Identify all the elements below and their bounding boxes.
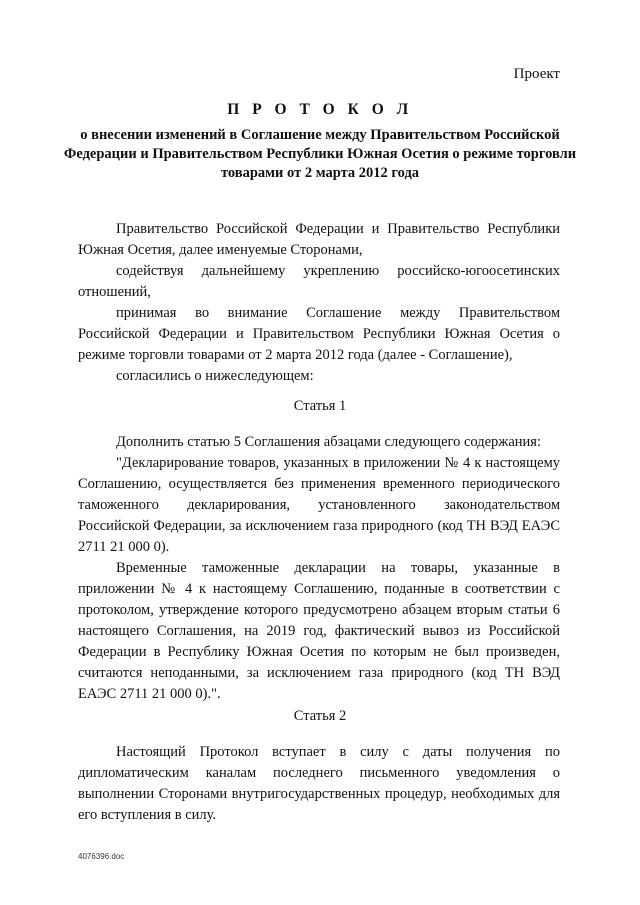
article-2-paragraph: Настоящий Протокол вступает в силу с даты получения по дипломатическим каналам последнего письменного уведомления о выполнении Сторонами внутригосударственных процедур, необходимых для его вступления в силу. — [78, 744, 560, 823]
article-1-paragraph: Дополнить статью 5 Соглашения абзацами следующего содержания: — [116, 434, 541, 450]
article-1-body — [78, 432, 560, 705]
preamble-paragraph: Правительство Российской Федерации и Правительство Республики Южная Осетия, далее именуемые Сторонами, — [78, 221, 560, 258]
preamble-paragraph: содействуя дальнейшему укреплению российско-югоосетинских отношений, — [78, 263, 560, 300]
article-2-heading: Статья 2 — [293, 708, 347, 724]
article-1-heading: Статья 1 — [293, 398, 347, 414]
document-title: П Р О Т О К О Л — [227, 101, 413, 118]
article-1-paragraph: "Декларирование товаров, указанных в приложении № 4 к настоящему Соглашению, осуществляется без применения временного периодического таможенного декларирования, установленного законодательством Российской Федерации, за исключением газа природного (код ТН ВЭД ЕАЭС 2711 21 000 0). — [78, 455, 560, 555]
file-name-footer: 4076396.doc — [78, 852, 125, 861]
preamble-paragraph: согласились о нижеследующем: — [116, 368, 314, 384]
preamble-paragraph: принимая во внимание Соглашение между Правительством Российской Федерации и Правительством Республики Южная Осетия о режиме торговли товарами от 2 марта 2012 года (далее - Соглашение), — [78, 305, 560, 363]
article-2-body — [78, 742, 560, 826]
draft-mark: Проект — [513, 66, 560, 82]
document-subtitle: о внесении изменений в Соглашение между Правительством Российской Федерации и Правительством Республики Южная Осетия о режиме торговли товарами от 2 марта 2012 года — [63, 127, 577, 181]
preamble — [78, 219, 560, 387]
article-1-paragraph: Временные таможенные декларации на товары, указанные в приложении № 4 к настоящему Соглашению, поданные в соответствии с протоколом, утверждение которого предусмотрено абзацем вторым статьи 6 настоящего Соглашения, на 2019 год, фактический вывоз из Российской Федерации в Республику Южная Осетия по которым не был произведен, считаются неподанными, за исключением газа природного (код ТН ВЭД ЕАЭС 2711 21 000 0).". — [78, 560, 560, 702]
